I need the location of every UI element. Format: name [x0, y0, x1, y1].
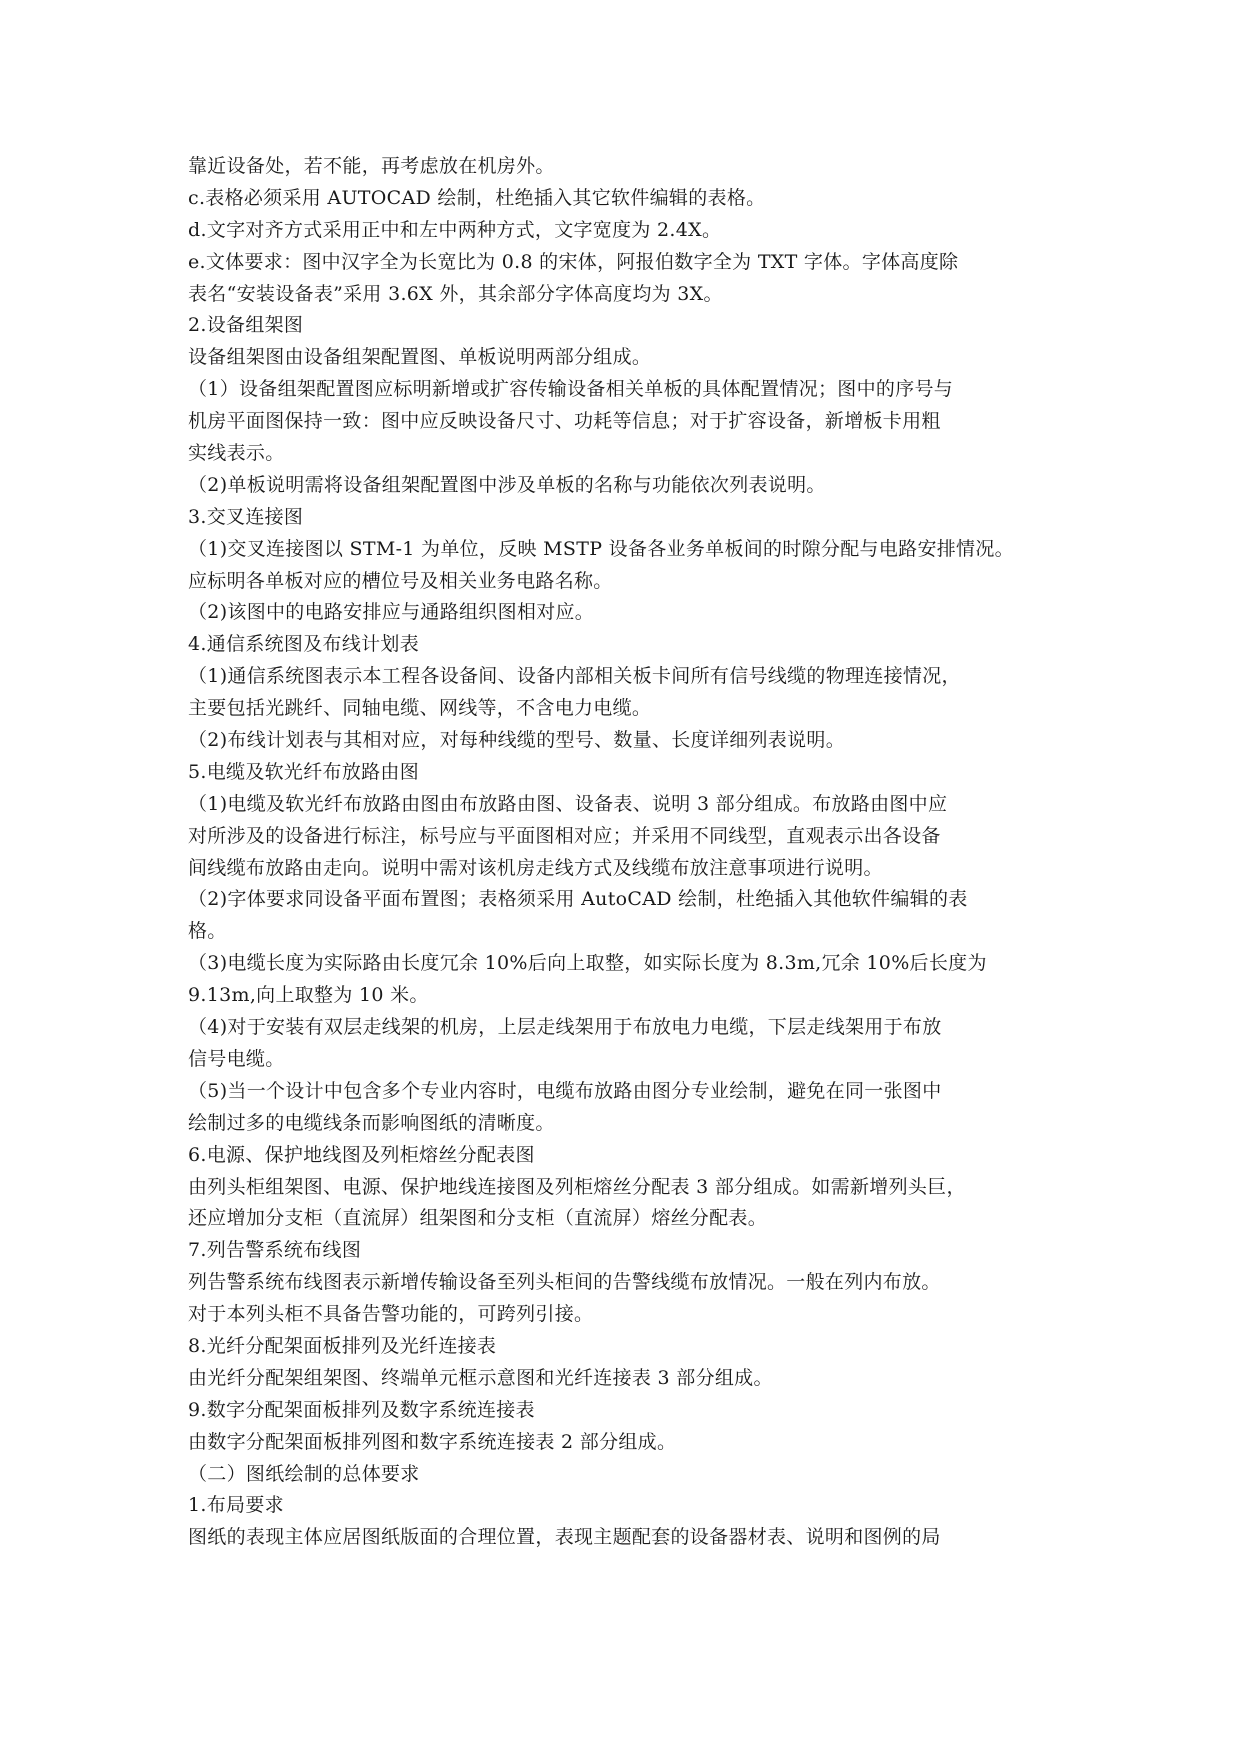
text-line: （1)通信系统图表示本工程各设备间、设备内部相关板卡间所有信号线缆的物理连接情况， [188, 665, 961, 688]
text-line: （1)交叉连接图以 STM-1 为单位，反映 MSTP 设备各业务单板间的时隙分配与电路安排情况。 [188, 537, 1014, 560]
section-heading: 2.设备组架图 [188, 314, 304, 337]
section-heading: 7.列告警系统布线图 [188, 1239, 362, 1262]
section-heading: 6.电源、保护地线图及列柜熔丝分配表图 [188, 1143, 535, 1166]
text-line: 机房平面图保持一致：图中应反映设备尺寸、功耗等信息；对于扩容设备，新增板卡用粗 [188, 410, 941, 433]
text-line: 由光纤分配架组架图、终端单元框示意图和光纤连接表 3 部分组成。 [188, 1366, 773, 1389]
text-line: 绘制过多的电缆线条而影响图纸的清晰度。 [188, 1111, 555, 1134]
text-line: （2)该图中的电路安排应与通路组织图相对应。 [188, 601, 595, 624]
text-line: 间线缆布放路由走向。说明中需对该机房走线方式及线缆布放注意事项进行说明。 [188, 856, 883, 879]
text-line: （5)当一个设计中包含多个专业内容时，电缆布放路由图分专业绘制，避免在同一张图中 [188, 1079, 942, 1102]
text-line: 列告警系统布线图表示新增传输设备至列头柜间的告警线缆布放情况。一般在列内布放。 [188, 1271, 941, 1294]
text-line: 靠近设备处，若不能，再考虑放在机房外。 [188, 155, 555, 177]
text-line: d.文字对齐方式采用正中和左中两种方式，文字宽度为 2.4X。 [188, 218, 722, 241]
section-heading: 1.布局要求 [188, 1494, 284, 1517]
text-line: 表名“安装设备表”采用 3.6X 外，其余部分字体高度均为 3X。 [188, 282, 723, 305]
text-line: （1)电缆及软光纤布放路由图由布放路由图、设备表、说明 3 部分组成。布放路由图中应 [188, 792, 948, 815]
text-line: 9.13m,向上取整为 10 米。 [188, 984, 429, 1007]
text-line: （2)单板说明需将设备组架配置图中涉及单板的名称与功能依次列表说明。 [188, 473, 826, 496]
section-heading: 9.数字分配架面板排列及数字系统连接表 [188, 1398, 535, 1421]
text-line: 图纸的表现主体应居图纸版面的合理位置，表现主题配套的设备器材表、说明和图例的局 [188, 1526, 941, 1549]
section-heading: 8.光纤分配架面板排列及光纤连接表 [188, 1334, 497, 1357]
section-heading: 5.电缆及软光纤布放路由图 [188, 760, 420, 783]
text-line: （4)对于安装有双层走线架的机房，上层走线架用于布放电力电缆，下层走线架用于布放 [188, 1016, 942, 1039]
text-line: 主要包括光跳纤、同轴电缆、网线等，不含电力电缆。 [188, 697, 652, 720]
text-line: 由列头柜组架图、电源、保护地线连接图及列柜熔丝分配表 3 部分组成。如需新增列头巨， [188, 1175, 966, 1198]
text-line: （3)电缆长度为实际路由长度冗余 10%后向上取整，如实际长度为 8.3m,冗余 10%后长度为 [188, 952, 987, 975]
text-line: 信号电缆。 [188, 1047, 285, 1070]
text-line: 对所涉及的设备进行标注，标号应与平面图相对应；并采用不同线型，直观表示出各设备 [188, 824, 941, 847]
text-line: （2)布线计划表与其相对应，对每种线缆的型号、数量、长度详细列表说明。 [188, 729, 846, 752]
section-heading: 3.交叉连接图 [188, 505, 304, 528]
text-line: 由数字分配架面板排列图和数字系统连接表 2 部分组成。 [188, 1430, 677, 1453]
section-heading: （二）图纸绘制的总体要求 [188, 1462, 420, 1485]
document-page [188, 151, 1078, 1554]
text-line: 对于本列头柜不具备告警功能的，可跨列引接。 [188, 1303, 594, 1326]
text-line: （2)字体要求同设备平面布置图；表格须采用 AutoCAD 绘制，杜绝插入其他软件编辑的表 [188, 888, 968, 911]
text-line: 应标明各单板对应的槽位号及相关业务电路名称。 [188, 569, 613, 592]
text-line: （1）设备组架配置图应标明新增或扩容传输设备相关单板的具体配置情况；图中的序号与 [188, 378, 954, 401]
text-line: c.表格必须采用 AUTOCAD 绘制，杜绝插入其它软件编辑的表格。 [188, 186, 766, 209]
text-line: 设备组架图由设备组架配置图、单板说明两部分组成。 [188, 346, 652, 369]
text-line: 实线表示。 [188, 442, 285, 465]
text-line: e.文体要求：图中汉字全为长宽比为 0.8 的宋体，阿报伯数字全为 TXT 字体。字体高度除 [188, 250, 959, 273]
text-line: 格。 [188, 920, 227, 943]
section-heading: 4.通信系统图及布线计划表 [188, 633, 420, 656]
text-line: 还应增加分支柜（直流屏）组架图和分支柜（直流屏）熔丝分配表。 [188, 1207, 768, 1230]
